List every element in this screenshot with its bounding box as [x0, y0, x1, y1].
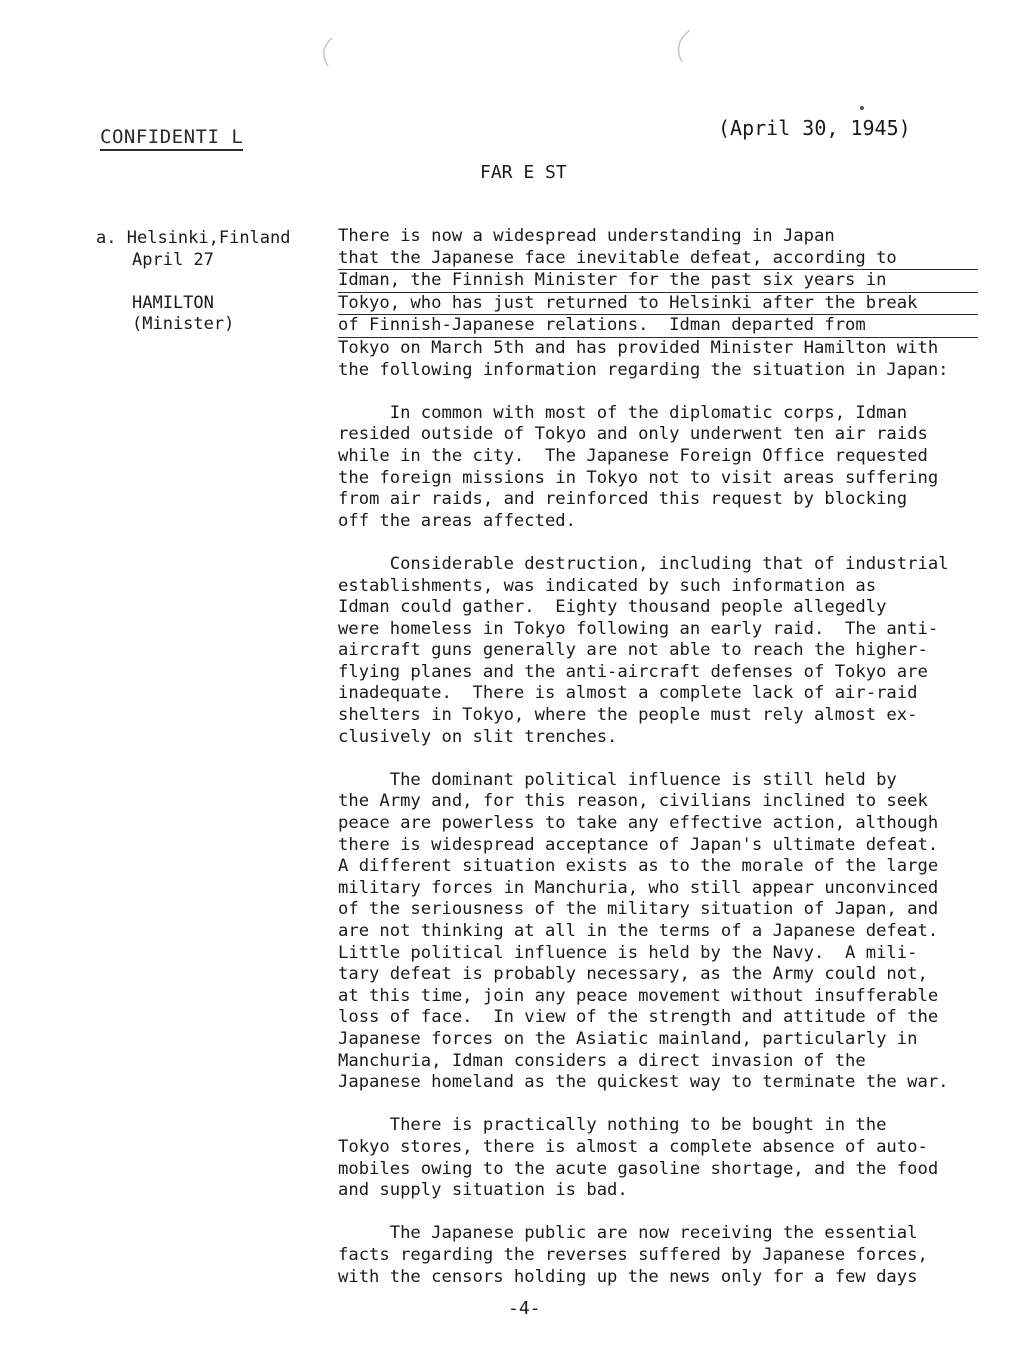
paragraph-4	[338, 770, 978, 1094]
paragraph-line-underlined: that the Japanese face inevitable defeat, according to	[338, 248, 978, 271]
paragraph-line: resided outside of Tokyo and only underwent ten air raids	[338, 424, 928, 445]
paragraph-line-underlined: Tokyo, who has just returned to Helsinki after the break	[338, 293, 978, 316]
paragraph-line: A different situation exists as to the morale of the large	[338, 856, 939, 877]
paragraph-line: off the areas affected.	[338, 510, 576, 531]
paragraph-line: and supply situation is bad.	[338, 1180, 628, 1201]
margin-date: April 27	[132, 249, 214, 270]
paragraph-line: Idman could gather. Eighty thousand people allegedly	[338, 597, 887, 618]
margin-place: Helsinki,Finland	[126, 228, 291, 248]
paragraph-line: flying planes and the anti-aircraft defenses of Tokyo are	[338, 661, 928, 682]
paragraph-line: the Army and, for this reason, civilians inclined to seek	[338, 791, 928, 812]
paragraph-line: military forces in Manchuria, who still appear unconvinced	[338, 877, 939, 898]
paragraph-line: There is practically nothing to be bought in the	[338, 1115, 887, 1136]
paragraph-line: Japanese forces on the Asiatic mainland, particularly in	[338, 1028, 918, 1049]
section-heading: FAR E ST	[480, 162, 567, 183]
paragraph-line: tary defeat is probably necessary, as the Army could not,	[338, 964, 928, 985]
paragraph-line: of the seriousness of the military situation of Japan, and	[338, 899, 939, 920]
paragraph-line: facts regarding the reverses suffered by Japanese forces,	[338, 1244, 928, 1265]
paragraph-line: Little political influence is held by the Navy. A mili-	[338, 942, 918, 963]
paragraph-line: the following information regarding the situation in Japan:	[338, 359, 949, 380]
margin-title: (Minister)	[132, 314, 235, 335]
paragraph-line: the foreign missions in Tokyo not to visit areas suffering	[338, 467, 939, 488]
paragraph-line: Manchuria, Idman considers a direct invasion of the	[338, 1050, 866, 1071]
paragraph-line: Tokyo stores, there is almost a complete absence of auto-	[338, 1136, 928, 1157]
margin-place-line	[96, 228, 291, 250]
margin-item-letter: a.	[96, 228, 117, 248]
paragraph-line-underlined: of Finnish-Japanese relations. Idman departed from	[338, 315, 978, 338]
paragraph-line: loss of face. In view of the strength and attitude of the	[338, 1007, 939, 1028]
paragraph-line: with the censors holding up the news only for a few days	[338, 1266, 918, 1287]
paragraph-line: were homeless in Tokyo following an early raid. The anti-	[338, 618, 939, 639]
document-date: (April 30, 1945)	[718, 116, 911, 140]
paragraph-6	[338, 1223, 978, 1288]
paragraph-line: peace are powerless to take any effective action, although	[338, 813, 939, 834]
paragraph-line: Tokyo on March 5th and has provided Minister Hamilton with	[338, 337, 939, 358]
paragraph-line: there is widespread acceptance of Japan's ultimate defeat.	[338, 834, 939, 855]
paragraph-line: There is now a widespread understanding in Japan	[338, 226, 835, 246]
paragraph-line: mobiles owing to the acute gasoline shortage, and the food	[338, 1158, 939, 1179]
page-number: -4-	[508, 1298, 541, 1319]
paragraph-line: from air raids, and reinforced this request by blocking	[338, 489, 908, 510]
paragraph-2	[338, 403, 978, 533]
paragraph-line: inadequate. There is almost a complete lack of air-raid	[338, 683, 918, 704]
margin-name: HAMILTON	[132, 292, 214, 313]
paragraph-line: In common with most of the diplomatic corps, Idman	[338, 402, 908, 423]
paragraph-line: Japanese homeland as the quickest way to terminate the war.	[338, 1072, 949, 1093]
paragraph-5	[338, 1115, 978, 1201]
paragraph-1	[338, 226, 978, 381]
paragraph-line: Considerable destruction, including that of industrial	[338, 553, 949, 574]
classification-stamp: CONFIDENTI L	[100, 126, 243, 151]
paragraph-line-underlined: Idman, the Finnish Minister for the past six years in	[338, 270, 978, 293]
paragraph-line: are not thinking at all in the terms of a Japanese defeat.	[338, 921, 939, 941]
paragraph-line: at this time, join any peace movement without insufferable	[338, 985, 939, 1006]
paragraph-line: The Japanese public are now receiving the essential	[338, 1223, 918, 1244]
paragraph-line: establishments, was indicated by such information as	[338, 575, 877, 596]
paragraph-line: clusively on slit trenches.	[338, 726, 618, 747]
paragraph-line: aircraft guns generally are not able to reach the higher-	[338, 640, 928, 661]
paragraph-line: shelters in Tokyo, where the people must rely almost ex-	[338, 705, 918, 726]
body-text	[338, 226, 978, 1310]
paragraph-line: while in the city. The Japanese Foreign Office requested	[338, 445, 928, 466]
paragraph-3	[338, 554, 978, 748]
paragraph-line: The dominant political influence is still held by	[338, 769, 897, 790]
margin-note	[96, 228, 291, 336]
